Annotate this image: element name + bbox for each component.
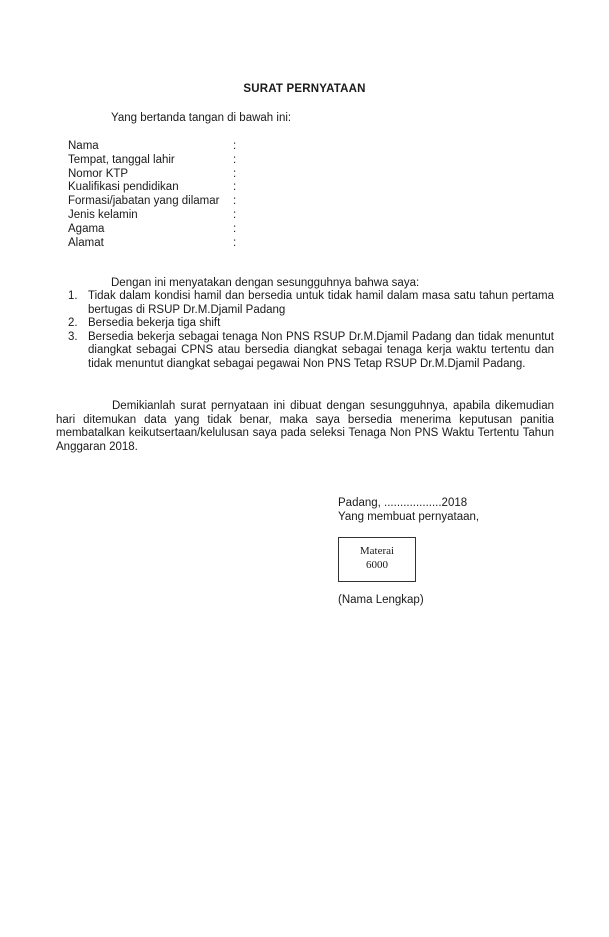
field-row-name xyxy=(68,140,243,154)
field-colon: : xyxy=(233,181,237,194)
field-row-ktp xyxy=(68,168,243,182)
field-label: Nomor KTP xyxy=(68,167,129,180)
field-colon: : xyxy=(233,222,237,235)
list-number: 2. xyxy=(68,317,78,330)
field-row-education xyxy=(68,181,243,195)
field-colon: : xyxy=(233,140,237,152)
field-label: Agama xyxy=(68,222,105,235)
field-row-position xyxy=(68,195,243,209)
closing-paragraph: Demikianlah surat pernyataan ini dibuat dengan sesungguhnya, apabila dikemudian hari ditemukan data yang tidak benar, maka saya bersedia menerima keputusan panitia membatalkan keikutsertaan/kelulusan saya pada seleksi Tenaga Non PNS Waktu Tertentu Tahun Anggaran 2018. xyxy=(56,400,554,453)
list-number: 1. xyxy=(68,290,78,302)
list-text: Bersedia bekerja sebagai tenaga Non PNS RSUP Dr.M.Djamil Padang dan tidak menuntut diangkat sebagai CPNS atau bersedia diangkat sebagai tenaga kerja waktu tertentu dan tidak menuntut diangkat sebagai pegawai Non PNS Tetap RSUP Dr.M.Djamil Padang. xyxy=(88,330,554,370)
field-row-birth xyxy=(68,154,243,168)
field-row-address xyxy=(68,237,243,251)
stamp-value: 6000 xyxy=(366,559,388,571)
field-label: Formasi/jabatan yang dilamar xyxy=(68,195,220,208)
field-colon: : xyxy=(233,167,237,180)
statement-text: Dengan ini menyatakan dengan sesungguhnya bahwa saya: xyxy=(111,277,420,289)
stamp-label: Materai xyxy=(359,545,395,557)
identity-fields xyxy=(68,140,243,250)
stamp-box xyxy=(338,537,416,582)
list-item xyxy=(68,331,554,372)
list-item xyxy=(68,290,554,317)
field-label: Kualifikasi pendidikan xyxy=(68,181,179,194)
intro-text: Yang bertanda tangan di bawah ini: xyxy=(111,112,292,124)
place-date: Padang, ..................2018 xyxy=(338,497,468,509)
field-label: Tempat, tanggal lahir xyxy=(68,153,175,166)
field-row-religion xyxy=(68,223,243,237)
signature-block xyxy=(338,497,479,524)
field-label: Alamat xyxy=(68,236,104,249)
document-title: SURAT PERNYATAAN xyxy=(243,83,366,95)
field-colon: : xyxy=(233,153,237,166)
list-text: Tidak dalam kondisi hamil dan bersedia untuk tidak hamil dalam masa satu tahun pertama bertugas di RSUP Dr.M.Djamil Padang xyxy=(88,290,554,316)
list-number: 3. xyxy=(68,330,78,343)
list-text: Bersedia bekerja tiga shift xyxy=(88,317,221,330)
field-colon: : xyxy=(233,236,237,249)
declaration-list xyxy=(68,290,554,372)
full-name-placeholder: (Nama Lengkap) xyxy=(338,594,424,606)
list-item xyxy=(68,317,554,331)
signature-maker: Yang membuat pernyataan, xyxy=(338,510,480,523)
field-colon: : xyxy=(233,208,237,221)
field-label: Nama xyxy=(68,140,99,152)
field-row-gender xyxy=(68,209,243,223)
field-colon: : xyxy=(233,195,237,208)
field-label: Jenis kelamin xyxy=(68,208,138,221)
